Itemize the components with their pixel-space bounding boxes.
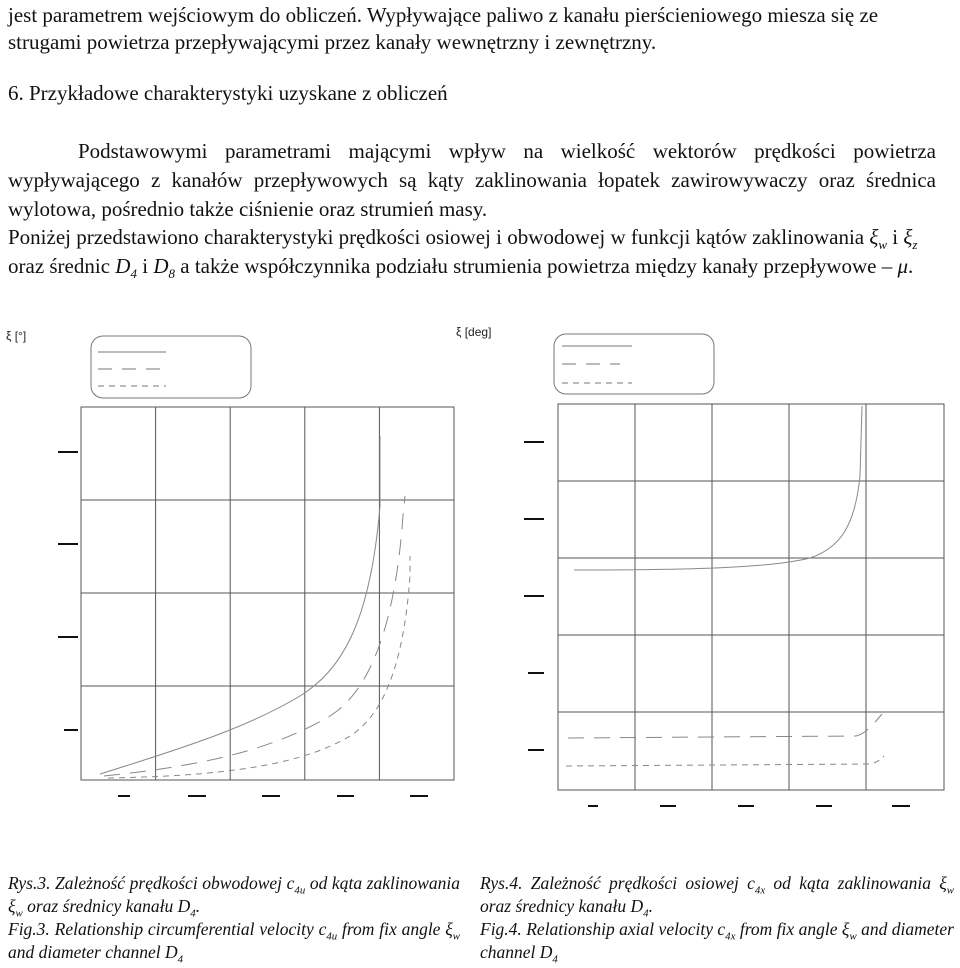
intro-text: jest parametrem wejściowym do obliczeń. Wypływające paliwo z kanału pierścieniowego miesza się ze strugami powietrza przepływającymi przez kanały wewnętrzny i zewnętrzny. — [8, 3, 879, 54]
caption-english: Fig.4. Relationship axial velocity $c_{4x}$ from fix angle $\xi_w$ and diameter channel $D_4$ — [480, 919, 954, 966]
figure-3-caption — [8, 872, 460, 964]
body-paragraph — [8, 137, 936, 281]
paragraph-sentence-1: Podstawowymi parametrami mającymi wpływ na wielkość wektorów prędkości powietrza wypływającego z kanałów przepływowych są kąty zaklinowania łopatek zawirowywaczy oraz średnica wylotowa, pośrednio także ciśnienie oraz strumień masy. — [8, 139, 936, 221]
section-heading: 6. Przykładowe charakterystyki uzyskane z obliczeń — [8, 81, 448, 105]
figure-3-chart — [0, 326, 470, 816]
legend-box — [91, 336, 251, 398]
curve-dashed — [104, 496, 405, 776]
figure-4-caption — [480, 872, 954, 964]
curve-solid — [100, 436, 380, 774]
plot-grid — [81, 407, 454, 780]
curve-short-dashed — [108, 556, 410, 778]
figure-4-chart — [456, 325, 960, 816]
plot-grid — [558, 404, 944, 790]
caption-english: Fig.3. Relationship circumferential velocity $c_{4u}$ from fix angle $\xi_w$ and diameter channel $D_4$ — [8, 919, 461, 966]
curve-solid — [574, 406, 862, 570]
curve-short-dashed — [566, 756, 884, 766]
curve-dashed — [568, 714, 882, 738]
caption-polish: Rys.4. Zależność prędkości osiowej $c_{4x}$ od kąta zaklinowania $\xi_w$ oraz średnicy kanału $D_4$. — [480, 873, 954, 920]
paragraph-sentence-2: Poniżej przedstawiono charakterystyki prędkości osiowej i obwodowej w funkcji kątów zaklinowania $\xi_w$ i $\xi_z$ oraz średnic $D_4$ i $D_8$ a także współczynnika podziału strumienia powietrza między kanały przepływowe – μ. — [8, 225, 918, 282]
caption-polish: Rys.3. Zależność prędkości obwodowej $c_{4u}$ od kąta zaklinowania $\xi_w$ oraz średnicy kanału $D_4$. — [8, 873, 461, 920]
legend-box — [554, 334, 714, 394]
y-axis-label-fragment: ξ [deg] — [456, 325, 492, 339]
y-axis-label-fragment: ξ [°] — [6, 329, 27, 343]
y-tick-marks — [58, 452, 78, 730]
y-tick-marks — [524, 442, 544, 750]
